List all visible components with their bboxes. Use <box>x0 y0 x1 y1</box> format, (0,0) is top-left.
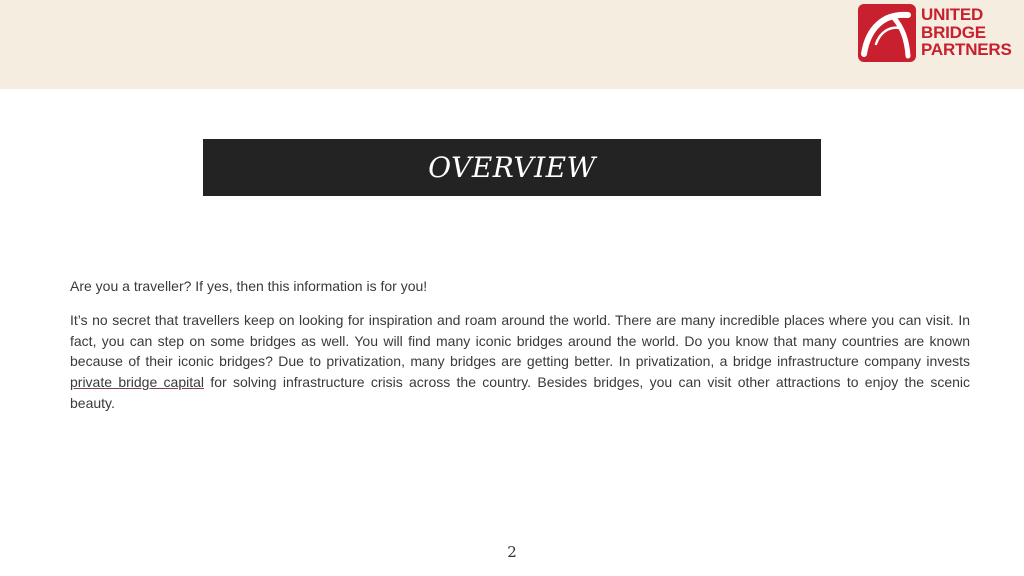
slide-content <box>70 276 970 414</box>
logo-line-partners: PARTNERS <box>921 40 1012 59</box>
body-paragraph <box>70 310 970 414</box>
page-number: 2 <box>507 543 517 561</box>
intro-paragraph: Are you a traveller? If yes, then this information is for you! <box>70 278 428 294</box>
bridge-arch-icon <box>858 4 916 62</box>
private-bridge-capital-link[interactable]: private bridge capital <box>70 374 205 391</box>
body-text-end: for solving infrastructure crisis across the country. Besides bridges, you can visit other attractions to enjoy the scenic beauty. <box>70 374 971 411</box>
logo-line-united: UNITED <box>921 5 984 24</box>
logo-wordmark <box>921 6 1012 59</box>
body-text-start: It’s no secret that travellers keep on looking for inspiration and roam around the world. There are many incredible places where you can visit. In fact, you can step on some bridges as well. You will find many iconic bridges around the world. Do you know that many countries are known because of their iconic bridges? Due to privatization, many bridges are getting better. In privatization, a bridge infrastructure company invests <box>70 312 970 370</box>
title-banner <box>203 139 821 196</box>
company-logo[interactable] <box>858 4 1020 62</box>
slide-title: OVERVIEW <box>428 151 596 184</box>
logo-line-bridge: BRIDGE <box>921 22 986 42</box>
